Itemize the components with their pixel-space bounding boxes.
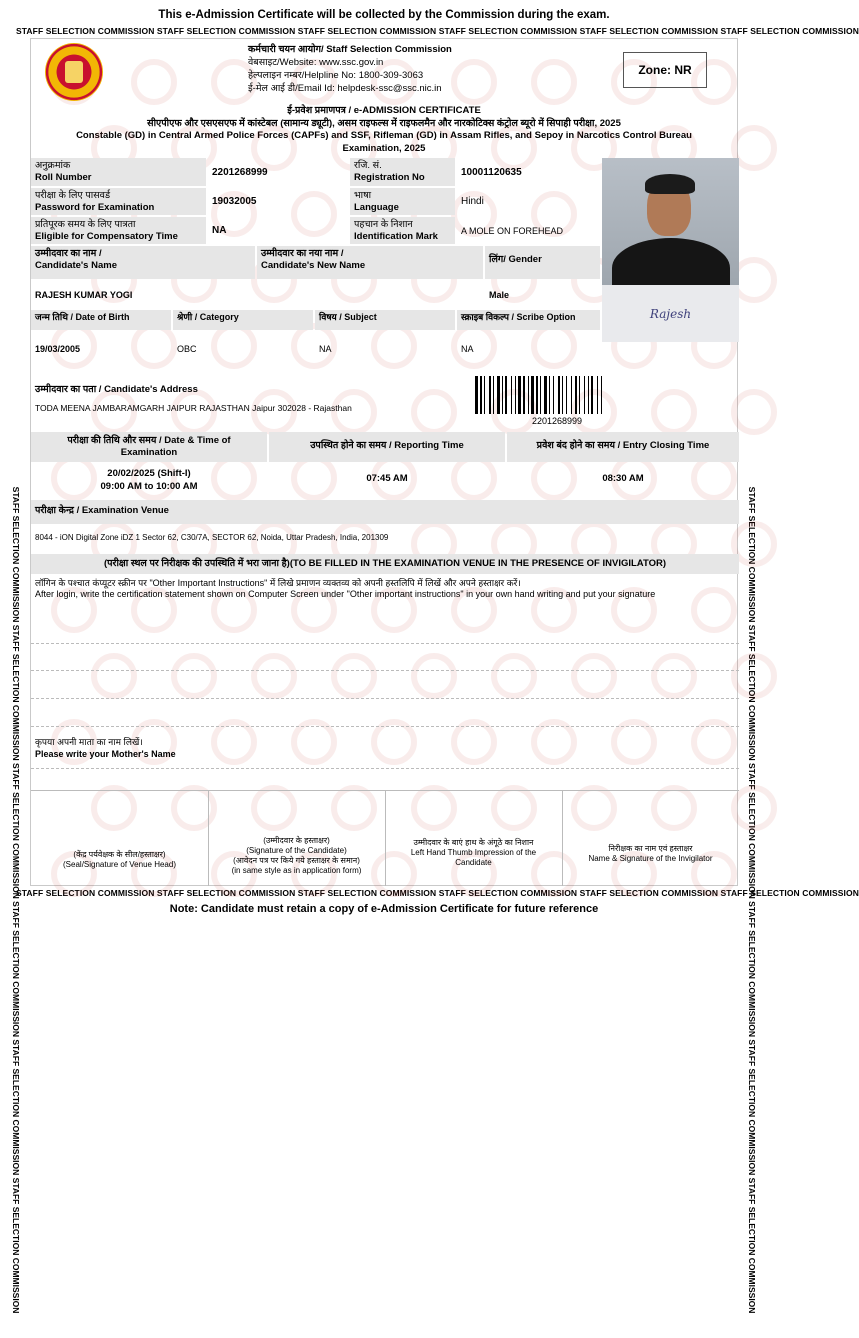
header [31, 39, 737, 105]
category-label [173, 310, 313, 330]
name-label-en: Candidate's Name [35, 259, 117, 271]
thumb-impression [385, 836, 562, 870]
barcode-bar [475, 376, 478, 414]
exam-date-label [31, 432, 267, 462]
barcode-bar [584, 376, 585, 414]
password-label-en: Password for Examination [35, 201, 155, 213]
compensatory-label [31, 217, 206, 244]
invigilator-signature [562, 842, 739, 866]
thumb-impression-en-2: Candidate [455, 858, 492, 867]
dob-label-text: जन्म तिथि / Date of Birth [35, 312, 130, 322]
registration-number: 10001120635 [461, 166, 522, 178]
roll-label [31, 158, 206, 186]
identification-label [350, 217, 455, 244]
border-right [738, 24, 757, 1314]
instructions-hindi: लॉगिन के पश्चात कंप्यूटर स्क्रीन पर "Other Important Instructions" में लिखे प्रमाणन व्यक्तव्य को अपनी हस्तलिपि में लिखें और अपने हस्ताक्षर करें। [35, 578, 521, 588]
barcode-bar [579, 376, 580, 414]
website: वेबसाइट/Website: www.ssc.gov.in [248, 57, 384, 68]
mother-name-hindi: कृपया अपनी माता का नाम लिखें। [35, 737, 143, 747]
candidate-signature-image [602, 285, 739, 342]
reg-label-hi: रजि. सं. [354, 160, 382, 171]
org-name: कर्मचारी चयन आयोग/ Staff Selection Commission [248, 44, 452, 55]
barcode-bar [549, 376, 550, 414]
barcode-bar [528, 376, 529, 414]
identification-label-hi: पहचान के निशान [354, 219, 413, 230]
barcode-bar [544, 376, 547, 414]
candidate-photo-icon [602, 158, 739, 285]
gender-value: Male [489, 289, 510, 300]
barcode-number: 2201268999 [531, 416, 583, 426]
roll-label-hi: अनुक्रमांक [35, 160, 71, 171]
writing-line [31, 768, 739, 769]
entry-closing-label: प्रवेश बंद होने का समय / Entry Closing Time [507, 432, 739, 462]
writing-line [31, 670, 739, 671]
invigilator-heading: (परीक्षा स्थल पर निरीक्षक की उपस्थिति में भरा जाना है)(TO BE FILLED IN THE EXAMINATION VENUE IN THE PRESENCE OF INVIGILATOR) [31, 554, 739, 574]
zone-badge: Zone: NR [623, 52, 707, 88]
category-value: OBC [177, 343, 197, 354]
thumb-impression-hi: उम्मीदवार के बाएं हाथ के अंगूठे का निशान [413, 838, 534, 847]
barcode-bar [511, 376, 512, 414]
subject-label-text: विषय / Subject [319, 312, 377, 322]
barcode-bar [558, 376, 560, 414]
scribe-label-text: स्क्राइब विकल्प / Scribe Option [461, 312, 576, 322]
sig-divider [562, 791, 563, 886]
category-label-text: श्रेणी / Category [177, 312, 239, 322]
venue-head-sig-hi: (केंद्र पर्यवेक्षक के सील/हस्ताक्षर) [73, 850, 166, 859]
exam-date-shift: 20/02/2025 (Shift-I) [107, 468, 191, 479]
language-label-en: Language [354, 201, 399, 213]
candidate-sig-en: (Signature of the Candidate) [246, 846, 347, 855]
thumb-impression-en-1: Left Hand Thumb Impression of the [410, 848, 537, 857]
identification-label-en: Identification Mark [354, 230, 438, 242]
barcode-bar [588, 376, 589, 414]
border-text-top: STAFF SELECTION COMMISSION STAFF SELECTION COMMISSION STAFF SELECTION COMMISSION STAFF SELECTION COMMISSION STAFF SELECTION COMMISSION STAFF SELECTION COMMISSION [16, 26, 859, 36]
barcode-bar [505, 376, 507, 414]
barcode-bar [553, 376, 554, 414]
language-label-hi: भाषा [354, 190, 372, 201]
reg-label [350, 158, 455, 186]
barcode-bar [531, 376, 534, 414]
name-label-hi: उम्मीदवार का नाम / [35, 248, 102, 259]
identification-value: A MOLE ON FOREHEAD [461, 225, 564, 236]
mother-name-block [31, 730, 739, 762]
reporting-time-value: 07:45 AM [366, 473, 408, 484]
instructions-english: After login, write the certification statement shown on Computer Screen under "Other important instructions" in your own hand writing and put your signature [35, 589, 656, 599]
roll-label-en: Roll Number [35, 171, 92, 183]
barcode-block [457, 370, 739, 430]
candidate-sig-note-en: (in same style as in application form) [231, 866, 362, 875]
barcode-bar [540, 376, 541, 414]
exam-title-hindi: सीएपीएफ और एसएसएफ में कांस्टेबल (सामान्य ड्यूटी), असम राइफल्स में राइफलमैन और नारकोटिक्स कंट्रोल ब्यूरो में सिपाही परीक्षा, 2025 [147, 117, 621, 129]
barcode-bar [601, 376, 602, 414]
email: ई-मेल आई डी/Email Id: helpdesk-ssc@ssc.nic.in [248, 83, 442, 94]
invigilator-sig-hi: निरीक्षक का नाम एवं हस्ताक्षर [608, 844, 693, 853]
compensatory-label-hi: प्रतिपूरक समय के लिए पात्रता [35, 219, 136, 230]
border-left [11, 24, 30, 1314]
barcode-bar [562, 376, 563, 414]
password-label-hi: परीक्षा के लिए पासवर्ड [35, 190, 111, 201]
barcode-bar [571, 376, 572, 414]
exam-time: 09:00 AM to 10:00 AM [100, 481, 198, 492]
barcode-bar [575, 376, 577, 414]
roll-number: 2201268999 [212, 166, 268, 178]
exam-date-label-2: Examination [120, 447, 178, 458]
exam-title-english: Constable (GD) in Central Armed Police Forces (CAPFs) and SSF, Rifleman (GD) in Assam Rifles, and Sepoy in Narcotics Control Bureau [76, 130, 692, 141]
header-contact [248, 43, 452, 95]
candidate-name: RAJESH KUMAR YOGI [35, 289, 133, 300]
password-label [31, 188, 206, 215]
reporting-time-label: उपस्थित होने का समय / Reporting Time [269, 432, 505, 462]
instructions-block [31, 576, 739, 616]
candidate-signature [208, 834, 385, 878]
gender-label [485, 246, 600, 279]
address-value: TODA MEENA JAMBARAMGARH JAIPUR RAJASTHAN Jaipur 302028 - Rajasthan [35, 403, 352, 413]
exam-title-year: Examination, 2025 [342, 142, 426, 154]
barcode-bar [515, 376, 516, 414]
border-text-right: STAFF SELECTION COMMISSION STAFF SELECTION COMMISSION STAFF SELECTION COMMISSION STAFF SELECTION COMMISSION STAFF SELECTION COMMISSION STAFF SELECTION COMMISSION [747, 486, 757, 1314]
exam-titles [31, 105, 737, 155]
barcode-bar [502, 376, 503, 414]
language-label [350, 188, 455, 215]
barcode-bar [591, 376, 593, 414]
new-name-label-hi: उम्मीदवार का नया नाम / [261, 248, 344, 259]
signature-text: Rajesh [649, 306, 692, 321]
candidate-new-name [257, 281, 483, 308]
helpline: हेल्पलाइन नम्बर/Helpline No: 1800-309-3063 [248, 70, 424, 81]
name-label [31, 246, 255, 279]
barcode-bar [566, 376, 567, 414]
password-value: 19032005 [212, 196, 257, 207]
border-text-bottom: STAFF SELECTION COMMISSION STAFF SELECTION COMMISSION STAFF SELECTION COMMISSION STAFF SELECTION COMMISSION STAFF SELECTION COMMISSION STAFF SELECTION COMMISSION [16, 888, 859, 898]
exam-date-value [31, 464, 267, 498]
candidate-sig-hi: (उम्मीदवार के हस्ताक्षर) [263, 836, 330, 845]
border-text-left: STAFF SELECTION COMMISSION STAFF SELECTION COMMISSION STAFF SELECTION COMMISSION STAFF SELECTION COMMISSION STAFF SELECTION COMMISSION STAFF SELECTION COMMISSION [11, 486, 21, 1314]
venue-value: 8044 - iON Digital Zone iDZ 1 Sector 62, C30/7A, SECTOR 62, Noida, Uttar Pradesh, India, 201309 [35, 533, 389, 542]
barcode-bar [597, 376, 598, 414]
doc-title: ई-प्रवेश प्रमाणपत्र / e-ADMISSION CERTIFICATE [287, 105, 481, 116]
new-name-label [257, 246, 483, 279]
barcode-icon [475, 376, 604, 414]
writing-line [31, 643, 739, 644]
venue-label: परीक्षा केन्द्र / Examination Venue [31, 500, 739, 524]
certificate-body [30, 38, 738, 886]
compensatory-value: NA [212, 225, 227, 236]
candidate-sig-note-hi: (आवेदन पत्र पर किये गये हस्ताक्षर के समान) [233, 856, 360, 865]
venue-head-sig-en: (Seal/Signature of Venue Head) [63, 860, 176, 869]
invigilator-sig-en: Name & Signature of the Invigilator [588, 854, 713, 863]
barcode-bar [497, 376, 500, 414]
dob-value: 19/03/2005 [35, 343, 81, 354]
top-note: This e-Admission Certificate will be collected by the Commission during the exam. [158, 9, 610, 21]
barcode-bar [518, 376, 521, 414]
entry-closing-value: 08:30 AM [602, 473, 644, 484]
address-label: उम्मीदवार का पता / Candidate's Address [35, 384, 198, 395]
barcode-bar [480, 376, 482, 414]
writing-line [31, 698, 739, 699]
barcode-bar [489, 376, 491, 414]
new-name-label-en: Candidate's New Name [261, 259, 366, 271]
writing-line [31, 726, 739, 727]
barcode-bar [536, 376, 538, 414]
mother-name-english: Please write your Mother's Name [35, 749, 176, 759]
ssc-emblem-icon [45, 43, 103, 101]
venue-head-signature [31, 848, 208, 872]
address-block [31, 370, 455, 420]
language-value: Hindi [461, 196, 484, 207]
subject-label [315, 310, 455, 330]
bottom-note: Note: Candidate must retain a copy of e-Admission Certificate for future reference [169, 903, 599, 915]
barcode-bar [523, 376, 525, 414]
scribe-label [457, 310, 600, 330]
reg-label-en: Registration No [354, 171, 425, 183]
dob-label [31, 310, 171, 330]
exam-date-label-1: परीक्षा की तिथि और समय / Date & Time of [67, 435, 231, 446]
scribe-value: NA [461, 343, 474, 354]
barcode-bar [493, 376, 494, 414]
subject-value: NA [319, 343, 332, 354]
barcode-bar [484, 376, 485, 414]
gender-label-text: लिंग/ Gender [489, 254, 542, 265]
compensatory-label-en: Eligible for Compensatory Time [35, 230, 178, 242]
